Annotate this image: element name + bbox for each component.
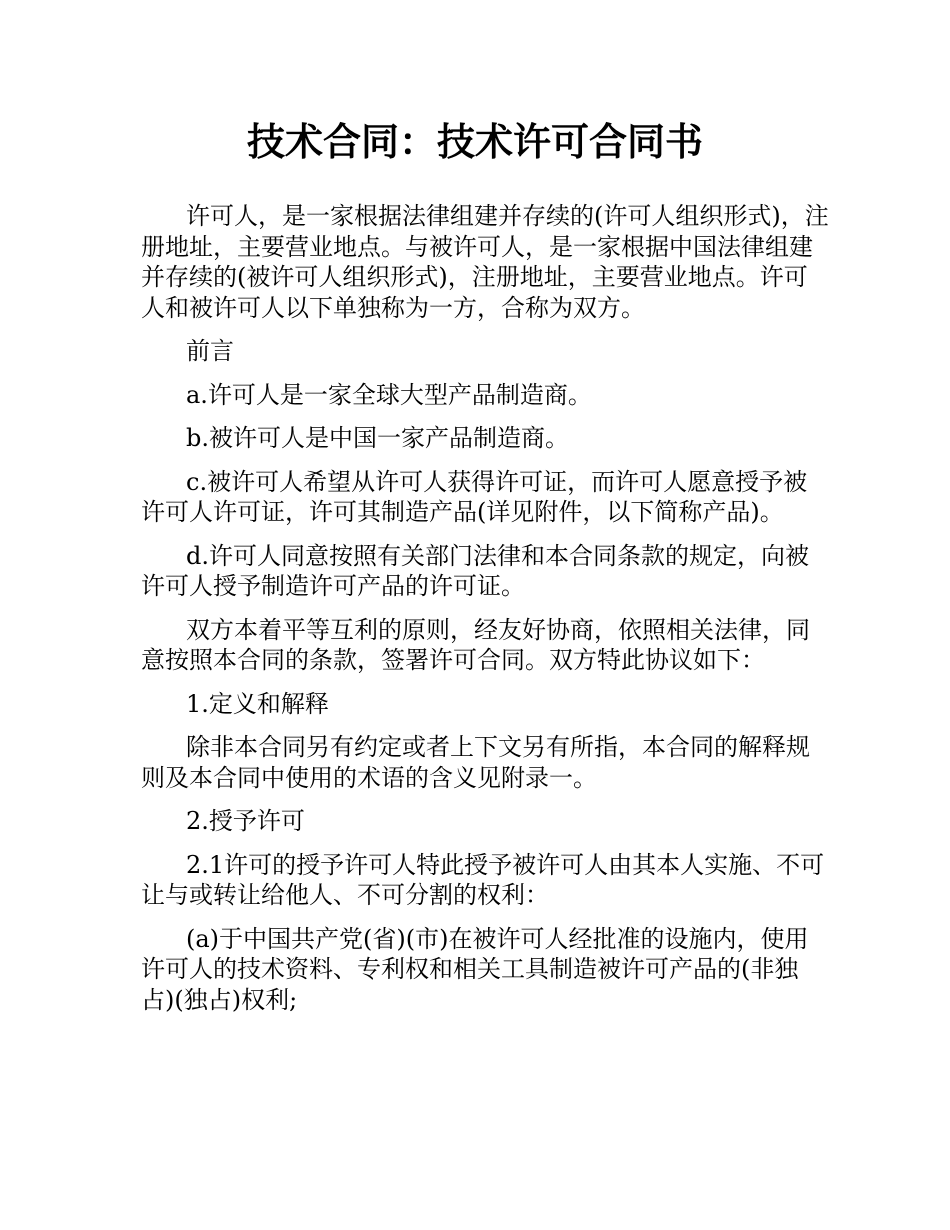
paragraph-recital-d: d.许可人同意按照有关部门法律和本合同条款的规定，向被许可人授予制造许可产品的许可证。 <box>141 541 809 600</box>
paragraph-recital-a: a.许可人是一家全球大型产品制造商。 <box>186 380 592 409</box>
paragraph-definitions: 除非本合同另有约定或者上下文另有所指，本合同的解释规则及本合同中使用的术语的含义见附录一。 <box>141 733 810 792</box>
paragraph-grant-2-1: 2.1许可的授予许可人特此授予被许可人由其本人实施、不可让与或转让给他人、不可分割的权利： <box>141 850 825 909</box>
paragraph-agreement: 双方本着平等互利的原则，经友好协商，依照相关法律，同意按照本合同的条款，签署许可合同。双方特此协议如下： <box>141 615 810 674</box>
paragraph-grant-a: (a)于中国共产党(省)(市)在被许可人经批准的设施内，使用许可人的技术资料、专利权和相关工具制造被许可产品的(非独占)(独占)权利; <box>141 924 809 1014</box>
section-heading-grant: 2.授予许可 <box>186 807 305 835</box>
paragraph-preface-heading: 前言 <box>186 337 234 365</box>
paragraph-recital-c: c.被许可人希望从许可人获得许可证，而许可人愿意授予被许可人许可证，许可其制造产品(详见附件，以下简称产品)。 <box>141 467 808 526</box>
document-title: 技术合同：技术许可合同书 <box>246 120 703 164</box>
paragraph-recital-b: b.被许可人是中国一家产品制造商。 <box>186 424 569 452</box>
document-body <box>141 201 831 1028</box>
section-heading-definitions: 1.定义和解释 <box>186 689 329 718</box>
paragraph-parties: 许可人，是一家根据法律组建并存续的(许可人组织形式)，注册地址，主要营业地点。与被许可人，是一家根据中国法律组建并存续的(被许可人组织形式)，注册地址，主要营业地点。许可人和被许可人以下单独称为一方，合称为双方。 <box>141 202 829 322</box>
